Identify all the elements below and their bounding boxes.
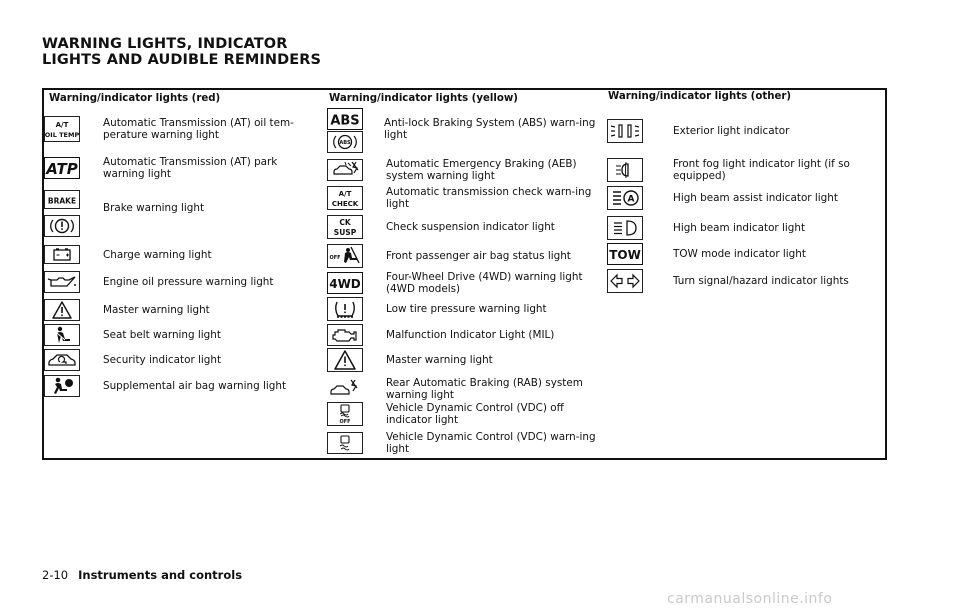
item-label: Four-Wheel Drive (4WD) warning light (4WD models) <box>386 271 583 295</box>
page-title <box>42 36 321 68</box>
list-item <box>44 215 80 237</box>
high-beam-assist-icon <box>607 186 643 210</box>
list-item <box>607 158 863 182</box>
list-item <box>44 271 303 293</box>
brake-text-icon <box>44 190 80 209</box>
security-car-icon <box>44 349 80 371</box>
list-item <box>327 131 363 153</box>
item-label: Turn signal/hazard indicator lights <box>673 275 849 287</box>
ck-susp-icon <box>327 215 363 239</box>
item-label: Front fog light indicator light (if so equipped) <box>673 158 850 182</box>
list-item <box>44 299 303 321</box>
item-label: Front passenger air bag status light <box>386 250 571 262</box>
list-item <box>327 348 606 372</box>
list-item <box>327 271 606 295</box>
svg-text:A/T: A/T <box>55 121 69 129</box>
item-label: TOW mode indicator light <box>673 248 806 260</box>
title-line-1: WARNING LIGHTS, INDICATOR <box>42 36 288 52</box>
item-label: Rear Automatic Braking (RAB) system warning light <box>386 377 583 401</box>
column-heading-other: Warning/indicator lights (other) <box>608 91 792 102</box>
brake-circle-icon <box>44 215 80 237</box>
item-label: Automatic transmission check warn-ing light <box>386 186 592 210</box>
item-label: Malfunction Indicator Light (MIL) <box>386 329 555 341</box>
svg-text:4WD: 4WD <box>329 277 361 291</box>
passenger-airbag-off-icon <box>327 244 363 268</box>
abs-text-icon <box>327 108 363 130</box>
list-item <box>44 324 303 346</box>
item-label: Exterior light indicator <box>673 125 790 137</box>
at-oil-temp-icon <box>44 116 80 142</box>
front-fog-icon <box>607 158 643 182</box>
item-label: Automatic Transmission (AT) park warning light <box>103 156 278 180</box>
tire-pressure-icon <box>327 297 363 321</box>
footer-section-title: Instruments and controls <box>78 568 243 582</box>
list-item <box>607 216 863 240</box>
tow-icon <box>607 243 643 265</box>
list-item <box>327 158 606 182</box>
list-item <box>103 202 303 214</box>
svg-text:ABS: ABS <box>339 140 351 146</box>
list-item <box>44 245 303 264</box>
list-item <box>607 119 863 143</box>
item-label: Brake warning light <box>103 202 205 214</box>
vdc-off-icon <box>327 402 363 426</box>
item-label: Charge warning light <box>103 248 212 261</box>
list-item <box>44 349 303 371</box>
list-item <box>44 116 303 142</box>
list-item <box>327 377 606 401</box>
list-item <box>607 269 863 293</box>
rab-icon <box>327 377 363 401</box>
svg-text:ATP: ATP <box>46 160 78 178</box>
title-line-2: LIGHTS AND AUDIBLE REMINDERS <box>42 52 322 68</box>
item-label: Supplemental air bag warning light <box>103 380 287 392</box>
svg-text:ABS: ABS <box>330 113 360 129</box>
item-label: Low tire pressure warning light <box>386 303 547 315</box>
item-label: Master warning light <box>103 304 210 316</box>
page-number: 2-10 <box>42 568 69 582</box>
abs-circle-icon <box>327 131 363 153</box>
item-label: Automatic Emergency Braking (AEB) system warning light <box>386 158 577 182</box>
svg-text:A: A <box>627 194 635 205</box>
4wd-icon <box>327 272 363 294</box>
aeb-icon <box>327 159 363 181</box>
item-label: Anti-lock Braking System (ABS) warn-ing light <box>384 117 596 141</box>
warning-lights-table <box>42 88 887 460</box>
high-beam-icon <box>607 216 643 240</box>
list-item <box>327 297 606 321</box>
svg-text:SUSP: SUSP <box>333 228 357 237</box>
vdc-icon <box>327 432 363 454</box>
turn-signal-icon <box>607 269 643 293</box>
svg-text:OIL TEMP: OIL TEMP <box>45 131 79 139</box>
list-item <box>44 156 303 180</box>
svg-text:TOW: TOW <box>609 248 641 262</box>
list-item <box>327 244 606 268</box>
list-item <box>607 243 863 265</box>
svg-text:CK: CK <box>339 218 351 227</box>
column-heading-yellow: Warning/indicator lights (yellow) <box>329 93 518 104</box>
battery-icon <box>44 245 80 264</box>
airbag-icon <box>44 375 80 397</box>
seat-belt-icon <box>44 324 80 346</box>
list-item <box>384 117 604 141</box>
column-heading-red: Warning/indicator lights (red) <box>49 93 221 104</box>
item-label: Seat belt warning light <box>103 329 221 341</box>
svg-text:OFF: OFF <box>339 419 351 425</box>
item-label: Automatic Transmission (AT) oil tem-perature warning light <box>103 117 294 141</box>
master-warning-icon <box>327 348 363 372</box>
item-label: High beam indicator light <box>673 222 806 234</box>
item-label: Vehicle Dynamic Control (VDC) off indicator light <box>386 402 564 426</box>
list-item <box>44 375 303 397</box>
engine-icon <box>327 324 363 346</box>
master-warning-icon <box>44 299 80 321</box>
item-label: Vehicle Dynamic Control (VDC) warn-ing light <box>386 431 596 455</box>
list-item <box>327 431 606 455</box>
list-item <box>44 190 80 209</box>
list-item <box>327 402 606 426</box>
svg-text:OFF: OFF <box>329 255 341 261</box>
item-label: Master warning light <box>386 354 493 366</box>
list-item <box>327 108 363 130</box>
at-check-icon <box>327 186 363 210</box>
item-label: Engine oil pressure warning light <box>103 276 274 288</box>
item-label: High beam assist indicator light <box>673 192 838 204</box>
list-item <box>607 186 863 210</box>
svg-text:CHECK: CHECK <box>331 200 359 208</box>
list-item <box>327 324 606 346</box>
list-item <box>327 186 606 210</box>
item-label: Check suspension indicator light <box>386 221 555 233</box>
watermark: carmanualsonline.info <box>667 591 833 607</box>
svg-text:A/T: A/T <box>338 190 352 198</box>
list-item <box>327 215 606 239</box>
item-label: Security indicator light <box>103 354 222 366</box>
atp-icon <box>44 157 80 179</box>
oil-can-icon <box>44 271 80 293</box>
svg-text:BRAKE: BRAKE <box>47 196 77 206</box>
page-footer <box>42 568 242 582</box>
exterior-light-icon <box>607 119 643 143</box>
